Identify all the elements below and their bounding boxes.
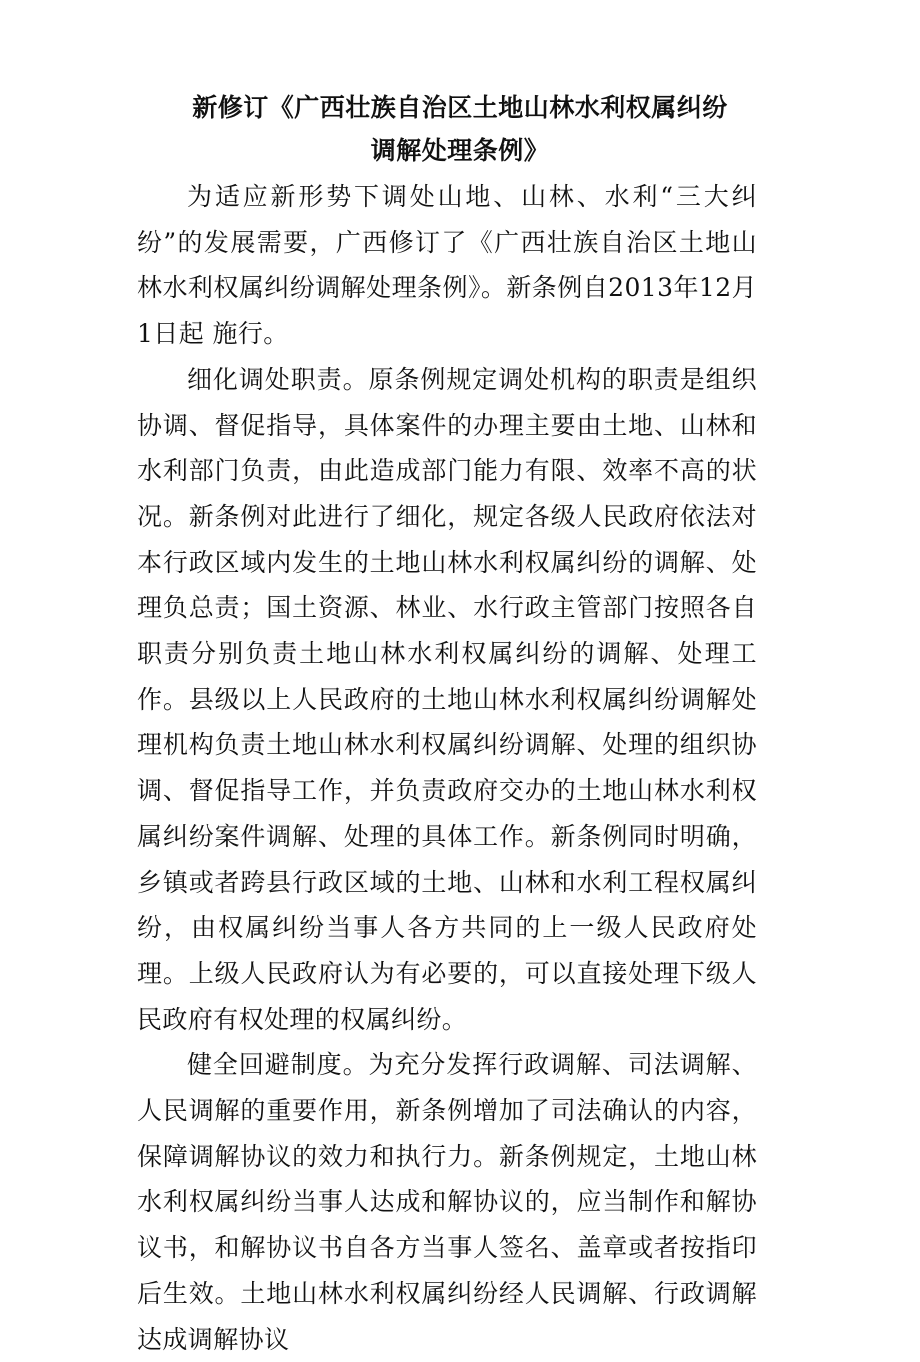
document-title bbox=[0, 86, 920, 172]
paragraph-duties: 细化调处职责。原条例规定调处机构的职责是组织协调、督促指导，具体案件的办理主要由土地、山林和水利部门负责，由此造成部门能力有限、效率不高的状况。新条例对此进行了细化，规定各级人民政府依法对本行政区域内发生的土地山林水利权属纠纷的调解、处理负总责；国土资源、林业、水行政主管部门按照各自职责分别负责土地山林水利权属纠纷的调解、处理工作。县级以上人民政府的土地山林水利权属纠纷调解处理机构负责土地山林水利权属纠纷调解、处理的组织协调、督促指导工作，并负责政府交办的土地山林水利权属纠纷案件调解、处理的具体工作。新条例同时明确，乡镇或者跨县行政区域的土地、山林和水利工程权属纠纷，由权属纠纷当事人各方共同的上一级人民政府处理。上级人民政府认为有必要的，可以直接处理下级人民政府有权处理的权属纠纷。 bbox=[137, 364, 757, 1034]
document-body bbox=[137, 174, 757, 1362]
title-line-2: 调解处理条例》 bbox=[370, 136, 550, 165]
paragraph-intro: 为适应新形势下调处山地、山林、水利“三大纠纷”的发展需要，广西修订了《广西壮族自治区土地山林水利权属纠纷调解处理条例》。新条例自2013年12月1日起 施行。 bbox=[137, 182, 757, 349]
title-line-1: 新修订《广西壮族自治区土地山林水利权属纠纷 bbox=[192, 93, 728, 122]
paragraph-recusal: 健全回避制度。为充分发挥行政调解、司法调解、人民调解的重要作用，新条例增加了司法确认的内容，保障调解协议的效力和执行力。新条例规定，土地山林水利权属纠纷当事人达成和解协议的，应当制作和解协议书，和解协议书自各方当事人签名、盖章或者按指印后生效。土地山林水利权属纠纷经人民调解、行政调解达成调解协议 bbox=[137, 1050, 757, 1354]
